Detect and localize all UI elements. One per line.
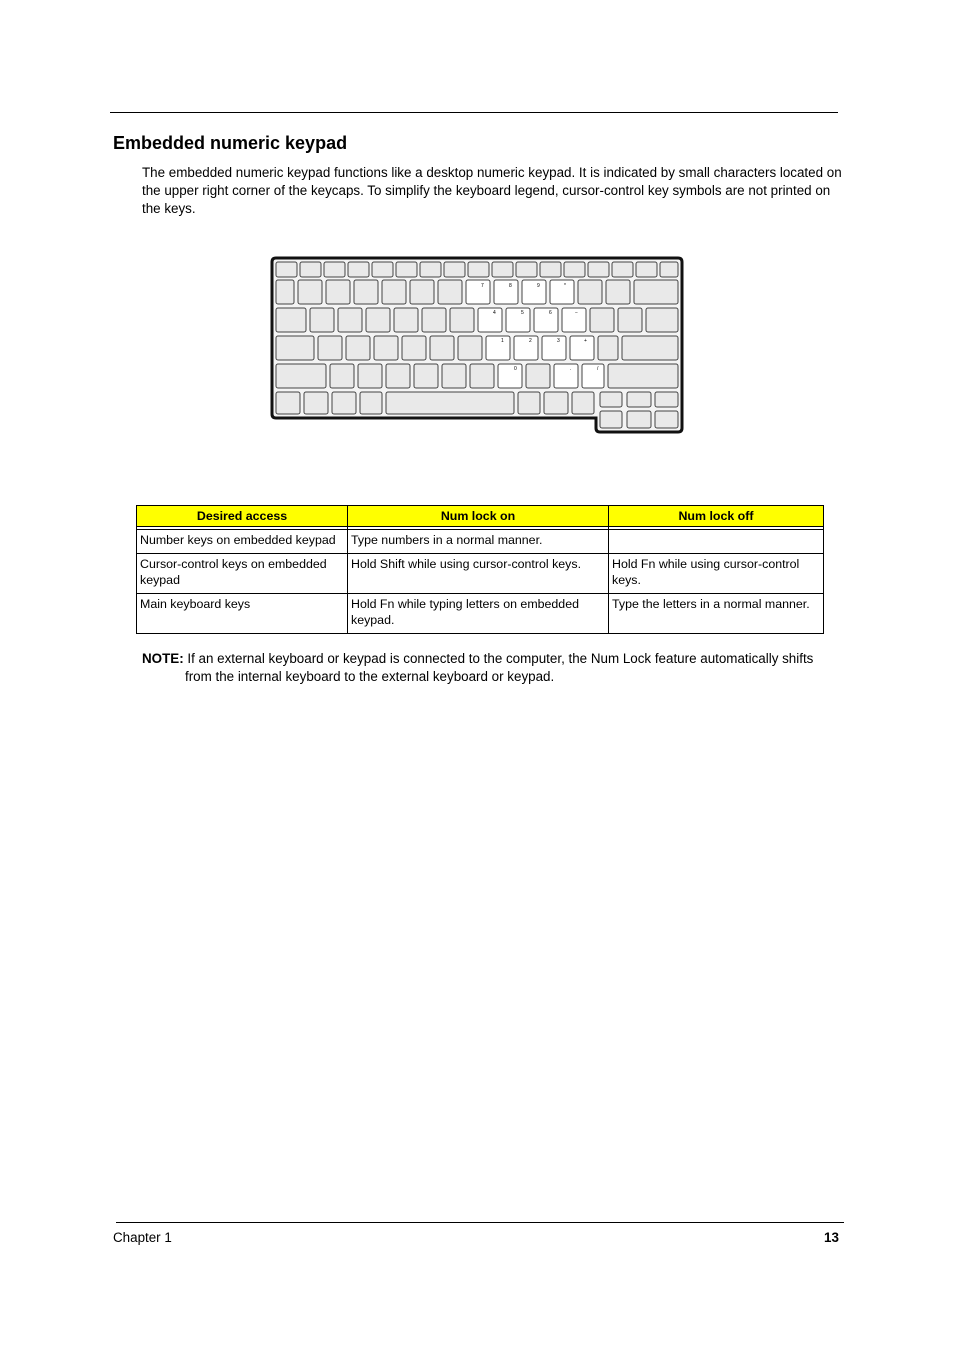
page-number: 13: [824, 1230, 839, 1245]
table-cell: Number keys on embedded keypad: [137, 530, 348, 554]
table-cell: Hold Shift while using cursor-control keys.: [348, 554, 609, 594]
section-title: Embedded numeric keypad: [113, 133, 348, 153]
access-table: [136, 505, 824, 634]
legend-key: 0: [514, 366, 517, 372]
keyboard-row-bottom-letters: [276, 364, 678, 388]
intro-paragraph: The embedded numeric keypad functions like a desktop numeric keypad. It is indicated by small characters located on the upper right corner of the keycaps. To simplify the keyboard legend, cursor-control key symbols are not printed on the keys.: [142, 165, 842, 216]
header-desired-access: Desired access: [137, 506, 348, 527]
legend-key: 7: [481, 283, 484, 289]
table-header-row: [137, 506, 824, 527]
header-num-lock-off: Num lock off: [609, 506, 824, 527]
table-row: [137, 594, 824, 634]
keyboard-diagram: [0, 0, 954, 440]
header-num-lock-on: Num lock on: [348, 506, 609, 527]
legend-key: 6: [549, 310, 552, 316]
legend-key: +: [584, 338, 587, 344]
note-label: NOTE:: [142, 651, 184, 666]
note-block: [142, 650, 832, 686]
table-cell: Main keyboard keys: [137, 594, 348, 634]
legend-key: /: [597, 366, 599, 372]
table-row: [137, 530, 824, 554]
legend-key: 2: [529, 338, 532, 344]
table-row: [137, 554, 824, 594]
legend-key: 4: [493, 310, 496, 316]
keyboard-row-function: [276, 262, 678, 277]
note-text: If an external keyboard or keypad is connected to the computer, the Num Lock feature automatically shifts from the internal keyboard to the external keyboard or keypad.: [185, 651, 814, 684]
legend-key: 8: [509, 283, 512, 289]
keyboard-illustration: [0, 0, 954, 440]
legend-key: 1: [501, 338, 504, 344]
legend-key: 3: [557, 338, 560, 344]
table-cell: Type the letters in a normal manner.: [609, 594, 824, 634]
keyboard-row-home: [276, 336, 678, 360]
table-cell: Hold Fn while typing letters on embedded keypad.: [348, 594, 609, 634]
legend-key: .: [570, 366, 572, 372]
legend-key: −: [575, 310, 578, 316]
footer-chapter: Chapter 1: [113, 1230, 172, 1245]
keyboard-row-numbers: [276, 280, 678, 304]
legend-key: 5: [521, 310, 524, 316]
table-cell: Cursor-control keys on embedded keypad: [137, 554, 348, 594]
table-cell: Hold Fn while using cursor-control keys.: [609, 554, 824, 594]
table-cell: [609, 530, 824, 554]
legend-key: 9: [537, 283, 540, 289]
footer-rule: [116, 1222, 844, 1223]
table-cell: Type numbers in a normal manner.: [348, 530, 609, 554]
legend-key: *: [564, 283, 566, 289]
